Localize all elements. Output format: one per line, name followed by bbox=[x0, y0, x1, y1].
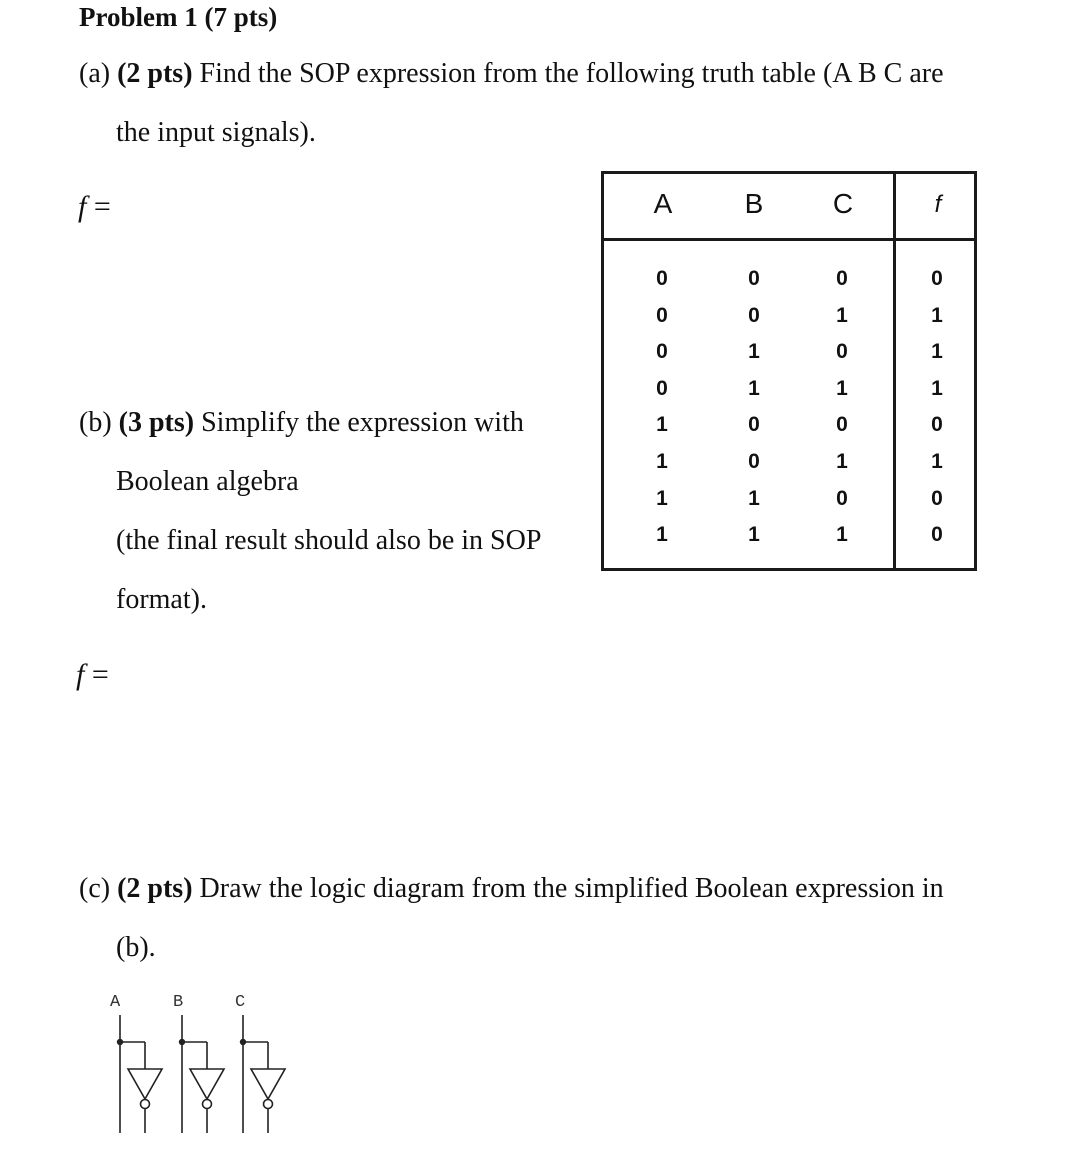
part-a-text: Find the SOP expression from the following truth table (A B C are bbox=[192, 58, 944, 89]
table-cell: 0 bbox=[656, 340, 668, 364]
table-cell: 1 bbox=[748, 376, 760, 400]
part-b-line1 bbox=[79, 405, 524, 441]
table-cell: 0 bbox=[836, 267, 848, 290]
part-b-line4: format). bbox=[116, 584, 207, 615]
table-cell: 1 bbox=[931, 449, 943, 473]
table-cell: 0 bbox=[836, 486, 848, 510]
table-cell: 1 bbox=[836, 376, 848, 400]
part-a-label: (a) bbox=[79, 58, 118, 89]
inverter-a bbox=[118, 1015, 162, 1133]
table-cell: 1 bbox=[748, 486, 760, 510]
f-equals-b bbox=[76, 657, 109, 693]
equals-sign: = bbox=[84, 658, 109, 691]
table-cell: 0 bbox=[748, 303, 760, 327]
part-c-line2: (b). bbox=[116, 932, 156, 963]
part-b-line3: (the final result should also be in SOP bbox=[116, 525, 542, 556]
table-output-divider bbox=[893, 174, 896, 568]
part-b-line2: Boolean algebra bbox=[116, 466, 299, 497]
header-b: B bbox=[744, 188, 764, 219]
part-c-line1 bbox=[79, 871, 944, 907]
input-label-c: C bbox=[235, 993, 246, 1012]
table-cell: 0 bbox=[931, 523, 943, 547]
table-cell: 1 bbox=[836, 303, 848, 327]
part-b-points: (3 pts) bbox=[118, 407, 195, 438]
column-f bbox=[917, 261, 957, 554]
table-cell: 0 bbox=[656, 267, 668, 290]
table-cell: 0 bbox=[748, 267, 760, 290]
table-cell: 1 bbox=[656, 449, 668, 473]
header-a: A bbox=[653, 188, 673, 219]
header-c: C bbox=[832, 188, 854, 219]
truth-table bbox=[601, 171, 977, 571]
part-a-line2: the input signals). bbox=[116, 117, 316, 148]
equals-sign: = bbox=[86, 190, 111, 223]
table-cell: 1 bbox=[931, 340, 943, 364]
table-cell: 0 bbox=[748, 449, 760, 473]
part-c-text: Draw the logic diagram from the simplified Boolean expression in bbox=[192, 873, 944, 904]
table-cell: 1 bbox=[748, 340, 760, 364]
part-c-label: (c) bbox=[79, 873, 118, 904]
table-cell: 0 bbox=[836, 413, 848, 437]
table-cell: 1 bbox=[656, 523, 668, 547]
table-cell: 1 bbox=[836, 523, 848, 547]
f-var: f bbox=[76, 658, 85, 691]
problem-title: Problem 1 (7 pts) bbox=[79, 2, 278, 32]
part-c-points: (2 pts) bbox=[117, 873, 193, 904]
part-b-text: Simplify the expression with bbox=[194, 407, 524, 438]
table-cell: 0 bbox=[656, 376, 668, 400]
inverter-rails-diagram bbox=[100, 1015, 310, 1135]
column-c bbox=[822, 261, 862, 554]
part-a-points: (2 pts) bbox=[117, 58, 193, 89]
table-cell: 0 bbox=[748, 413, 760, 437]
table-cell: 0 bbox=[836, 340, 848, 364]
table-cell: 1 bbox=[931, 303, 943, 327]
part-a-line1 bbox=[79, 56, 944, 92]
column-a bbox=[642, 261, 682, 554]
input-label-a: A bbox=[110, 993, 121, 1012]
table-cell: 1 bbox=[656, 486, 668, 510]
input-label-b: B bbox=[173, 993, 184, 1012]
inverter-c bbox=[241, 1015, 285, 1133]
column-b bbox=[734, 261, 774, 554]
table-cell: 1 bbox=[836, 449, 848, 473]
f-equals-a bbox=[78, 189, 111, 225]
table-cell: 0 bbox=[656, 303, 668, 327]
header-f: f bbox=[934, 191, 942, 218]
table-cell: 1 bbox=[748, 523, 760, 547]
inverter-b bbox=[180, 1015, 224, 1133]
table-cell: 1 bbox=[656, 413, 668, 437]
table-cell: 0 bbox=[931, 267, 943, 290]
table-cell: 0 bbox=[931, 486, 943, 510]
table-header-divider bbox=[604, 238, 974, 241]
table-cell: 1 bbox=[931, 376, 943, 400]
f-var: f bbox=[78, 190, 87, 223]
table-cell: 0 bbox=[931, 413, 943, 437]
part-b-label: (b) bbox=[79, 407, 119, 438]
